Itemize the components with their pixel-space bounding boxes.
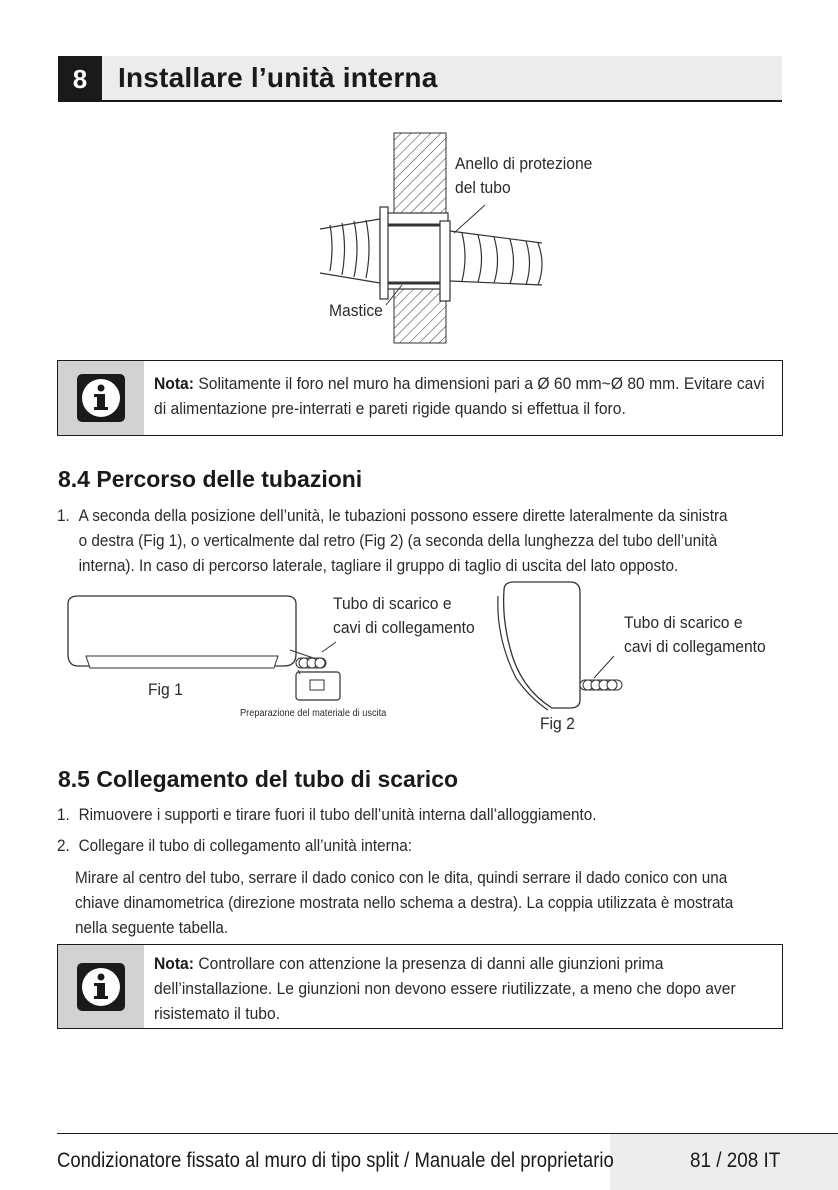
note2-bold: Nota: [154,954,194,973]
list-item-8-5-1 [57,802,777,827]
fig2-label: Fig 2 [540,714,575,733]
section-8-5-body [75,865,777,940]
info-icon-cell [58,361,144,435]
note1-text [154,371,780,421]
note-box-hole-size [57,360,783,436]
para-line: A seconda della posizione dell’unità, le tubazioni possono essere dirette lateralmente da sinistra [78,506,728,525]
para-line: o destra (Fig 1), o verticalmente dal retro (Fig 2) (a seconda della lunghezza del tubo dell’unità [78,531,718,550]
fig1-caption: Preparazione del materiale di uscita [240,708,387,719]
heading-8-4: 8.4 Percorso delle tubazioni [58,466,363,492]
note2-line1: Controllare con attenzione la presenza di danni alle giunzioni prima [198,954,664,973]
section-number: 8 [58,56,102,102]
note1-line2: di alimentazione pre-interrati e pareti rigide quando si effettua il foro. [154,399,626,418]
para-line: Rimuovere i supporti e tirare fuori il tubo dell’unità interna dall’alloggiamento. [78,805,597,824]
list-number: 1. [57,805,70,824]
fig1-callout-line1: Tubo di scarico e [333,594,452,613]
page-number: 81 / 208 IT [690,1149,781,1172]
fig1-callout-line2: cavi di collegamento [333,618,475,637]
list-number: 1. [57,506,70,525]
note2-text [154,951,780,1026]
fig1-label: Fig 1 [148,680,183,699]
note-box-joints [57,944,783,1029]
note1-bold: Nota: [154,374,194,393]
info-icon [76,373,126,423]
putty-label: Mastice [329,301,383,320]
para-line: Mirare al centro del tubo, serrare il dado conico con le dita, quindi serrare il dado conico con una [75,868,728,887]
para-line: chiave dinamometrica (direzione mostrata nello schema a destra). La coppia utilizzata è mostrata [75,893,734,912]
para-line: interna). In caso di percorso laterale, tagliare il gruppo di taglio di uscita del lato opposto. [78,556,679,575]
note2-line3: risistemato il tubo. [154,1004,281,1023]
info-icon [76,962,126,1012]
note2-line2: dell’installazione. Le giunzioni non devono essere riutilizzate, a meno che dopo aver [154,979,736,998]
list-item-8-5-2 [57,833,777,858]
fig2-callout-line1: Tubo di scarico e [624,613,743,632]
page-title: Installare l’unità interna [118,62,438,93]
ring-label-line2: del tubo [455,178,511,197]
info-icon-cell [58,945,144,1028]
heading-8-5: 8.5 Collegamento del tubo di scarico [58,766,459,792]
list-number: 2. [57,836,70,855]
ring-label-line1: Anello di protezione [455,154,593,173]
para-line: Collegare il tubo di collegamento all’unità interna: [78,836,413,855]
note1-line1: Solitamente il foro nel muro ha dimensioni pari a Ø 60 mm~Ø 80 mm. Evitare cavi [198,374,765,393]
footer-title: Condizionatore fissato al muro di tipo split / Manuale del proprietario [57,1149,614,1172]
fig1-indoor-unit-side-exit [60,590,360,715]
fig2-callout-line2: cavi di collegamento [624,637,766,656]
para-line: nella seguente tabella. [75,918,229,937]
fig2-indoor-unit-rear-exit [490,578,640,718]
list-item-8-4-1 [57,503,777,578]
